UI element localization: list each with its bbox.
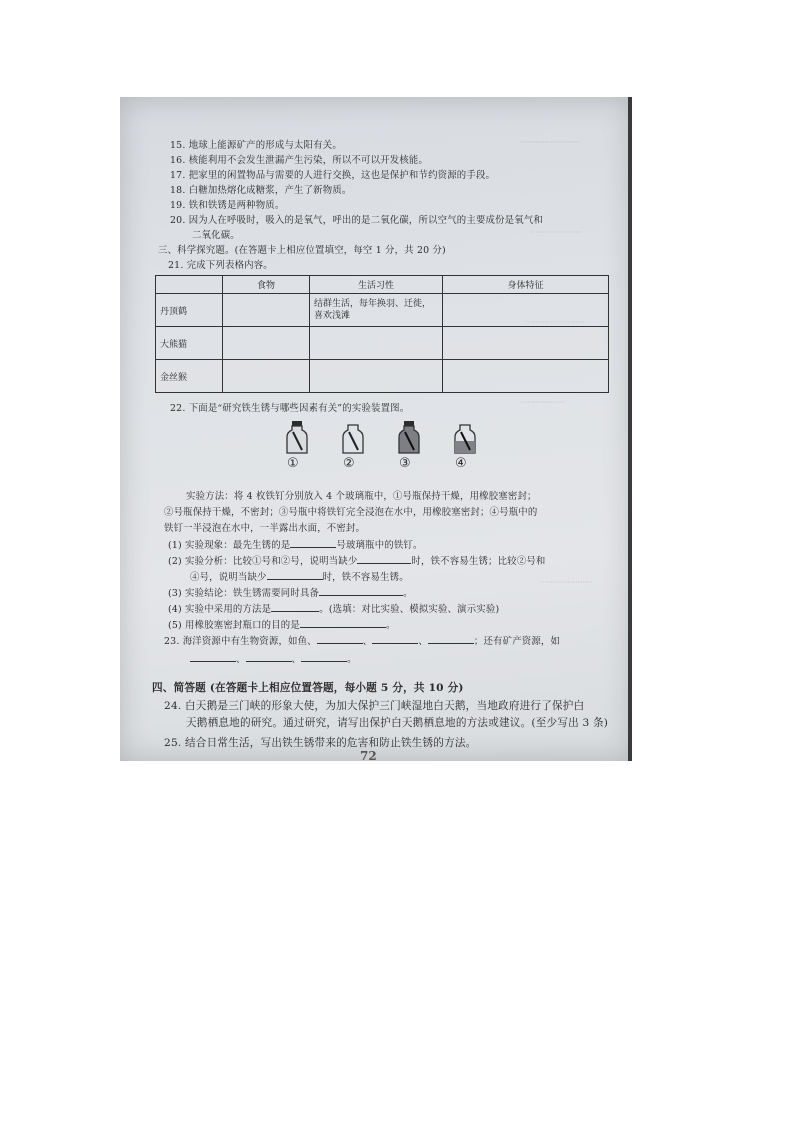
table-row	[156, 294, 609, 327]
sub-question-2-text: (2) 实验分析：比较①号和②号，说明当缺少	[168, 556, 358, 567]
question-23-text: ；还有矿产资源，如	[473, 636, 561, 647]
section-3-heading: 三、科学探究题。(在答题卡上相应位置填空，每空 1 分，共 20 分)	[158, 245, 446, 256]
open-dry-jar-icon	[338, 420, 368, 456]
table-cell-food[interactable]	[223, 327, 310, 360]
question-20-cont: 二氧化碳。	[192, 230, 240, 241]
answer-blank[interactable]	[317, 634, 363, 644]
sub-question-5-text: 。	[385, 620, 396, 631]
sub-question-4-text: 。(选填：对比实验、模拟实验、演示实验)	[319, 604, 500, 615]
question-25: 25. 结合日常生活，写出铁生锈带来的危害和防止铁生锈的方法。	[164, 737, 477, 749]
photo-edge	[628, 97, 632, 761]
answer-blank[interactable]	[190, 652, 236, 662]
answer-blank[interactable]	[267, 570, 323, 580]
jar-label: ④	[455, 456, 467, 471]
table-cell-feature[interactable]	[443, 327, 609, 360]
sealed-water-jar-icon	[394, 420, 424, 456]
jar-label: ③	[399, 456, 411, 471]
table-header: 身体特征	[443, 276, 609, 294]
separator: 、	[418, 636, 428, 647]
separator: 、	[362, 636, 373, 647]
sub-question-2-text: ④号，说明当缺少	[190, 572, 267, 583]
question-19: 19. 铁和铁锈是两种物质。	[170, 200, 285, 211]
question-23	[164, 634, 560, 648]
separator: 、	[291, 654, 302, 665]
table-cell-habit[interactable]	[310, 360, 443, 393]
sub-question-3-text: 。	[403, 588, 413, 599]
question-17: 17. 把家里的闲置物品与需要的人进行交换，这也是保护和节约资源的手段。	[170, 170, 496, 181]
question-23-text: 23. 海洋资源中有生物资源，如鱼、	[164, 636, 317, 647]
sub-question-2	[168, 554, 545, 568]
answer-blank[interactable]	[372, 634, 418, 644]
question-18: 18. 白糖加热熔化成糖浆，产生了新物质。	[170, 185, 352, 196]
sub-question-1	[168, 538, 423, 552]
question-24-cont: 天鹅栖息地的研究。通过研究，请写出保护白天鹅栖息地的方法或建议。(至少写出 3 条)	[186, 717, 609, 729]
table-cell-feature[interactable]	[443, 294, 609, 327]
table-cell-feature[interactable]	[443, 360, 609, 393]
sub-question-2-text: 时，铁不容易生锈。	[322, 572, 409, 583]
experiment-figure	[282, 420, 522, 476]
jar-1	[282, 420, 316, 476]
question-20: 20. 因为人在呼吸时，吸入的是氧气，呼出的是二氧化碳，所以空气的主要成份是氧气和	[170, 215, 543, 226]
sub-question-3-text: (3) 实验结论：铁生锈需要同时具备	[168, 588, 320, 599]
answer-blank[interactable]	[290, 538, 336, 548]
sub-question-3	[168, 586, 413, 600]
sub-question-1-text: (1) 实验现象：最先生锈的是	[168, 540, 291, 551]
table-cell-animal: 大熊猫	[156, 327, 223, 360]
separator: 、	[236, 654, 246, 665]
jar-label: ②	[343, 456, 355, 471]
method-line-1: 实验方法：将 4 枚铁钉分别放入 4 个玻璃瓶中，①号瓶保持干燥，用橡胶塞密封；	[186, 491, 537, 502]
table-cell-habit: 结群生活，每年换羽、迁徙，喜欢浅滩	[310, 294, 443, 327]
table-cell-habit[interactable]	[310, 327, 443, 360]
sub-question-4	[168, 602, 499, 616]
jar-label: ①	[287, 456, 299, 471]
table-header	[156, 276, 223, 294]
table-header: 生活习性	[310, 276, 443, 294]
sub-question-2-cont	[190, 570, 409, 584]
table-cell-animal: 金丝猴	[156, 360, 223, 393]
bleed-through: ⋯⋯⋯⋯⋯⋯⋯	[540, 577, 593, 586]
table-cell-food[interactable]	[223, 294, 310, 327]
answer-blank[interactable]	[319, 586, 403, 596]
answer-blank[interactable]	[428, 634, 474, 644]
section-4-heading: 四、简答题 (在答题卡上相应位置答题，每小题 5 分，共 10 分)	[152, 682, 464, 694]
table-cell-food[interactable]	[223, 360, 310, 393]
table-header: 食物	[223, 276, 310, 294]
answer-blank[interactable]	[301, 652, 347, 662]
bleed-through: ⋯⋯⋯⋯⋯⋯	[520, 397, 565, 406]
answer-blank[interactable]	[246, 652, 292, 662]
bleed-through: ⋯⋯⋯⋯⋯⋯⋯	[530, 227, 583, 236]
jar-2	[338, 420, 372, 476]
table-cell-animal: 丹顶鹤	[156, 294, 223, 327]
method-line-3: 铁钉一半浸泡在水中，一半露出水面，不密封。	[164, 523, 366, 534]
document-photo	[120, 97, 632, 761]
sealed-dry-jar-icon	[282, 420, 312, 456]
page-number: 72	[360, 749, 377, 761]
table-header-row	[156, 276, 609, 294]
question-23-text: 。	[347, 654, 357, 665]
question-21: 21. 完成下列表格内容。	[168, 260, 273, 271]
question-16: 16. 核能利用不会发生泄漏产生污染，所以不可以开发核能。	[170, 155, 429, 166]
question-24: 24. 白天鹅是三门峡的形象大使，为加大保护三门峡湿地白天鹅，当地政府进行了保护白	[164, 700, 585, 712]
sub-question-5	[168, 618, 396, 632]
bleed-through: ⋯⋯⋯⋯⋯⋯⋯⋯	[525, 317, 585, 326]
sub-question-1-text: 号玻璃瓶中的铁钉。	[336, 540, 423, 551]
half-water-jar-icon	[450, 420, 480, 456]
jar-4	[450, 420, 484, 476]
answer-blank[interactable]	[357, 554, 411, 564]
bleed-through: ⋯⋯⋯⋯⋯⋯⋯⋯	[520, 137, 580, 146]
table-row	[156, 360, 609, 393]
sub-question-4-text: (4) 实验中采用的方法是	[168, 604, 272, 615]
table-row	[156, 327, 609, 360]
sub-question-2-text: 时，铁不容易生锈；比较②号和	[411, 556, 546, 567]
question-22: 22. 下面是“研究铁生锈与哪些因素有关”的实验装置图。	[170, 403, 410, 414]
jar-3	[394, 420, 428, 476]
sub-question-5-text: (5) 用橡胶塞密封瓶口的目的是	[168, 620, 300, 631]
animal-table	[155, 275, 609, 393]
question-15: 15. 地球上能源矿产的形成与太阳有关。	[170, 140, 342, 151]
answer-blank[interactable]	[300, 618, 386, 628]
method-line-2: ②号瓶保持干燥，不密封；③号瓶中将铁钉完全浸泡在水中，用橡胶塞密封；④号瓶中的	[164, 507, 538, 518]
question-23-cont	[190, 652, 357, 666]
answer-blank[interactable]	[271, 602, 319, 612]
